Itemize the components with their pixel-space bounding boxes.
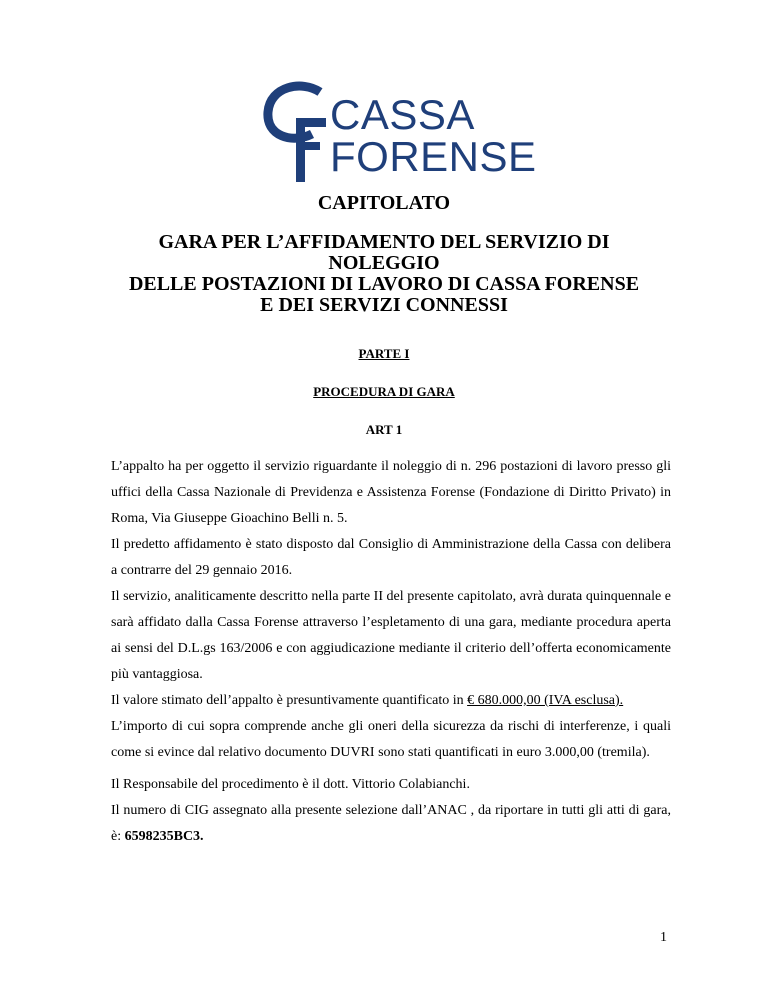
cig-text: Il numero di CIG assegnato alla presente selezione dall’ANAC , da riportare in tutti gli atti di gara, è: [111, 803, 671, 844]
subtitle-line: E DEI SERVIZI CONNESSI [260, 294, 508, 316]
logo-word-forense: FORENSE [330, 133, 537, 180]
cig-code: 6598235BC3. [124, 829, 204, 844]
document-subtitle [100, 232, 668, 316]
section-part [0, 346, 768, 362]
document-title: CAPITOLATO [317, 192, 451, 214]
paragraph-responsible: Il Responsabile del procedimento è il dott. Vittorio Colabianchi. [111, 777, 470, 792]
page-number: 1 [660, 930, 667, 945]
paragraph-object: L’appalto ha per oggetto il servizio riguardante il noleggio di n. 296 postazioni di lavoro presso gli uffici della Cassa Nazionale di Previdenza e Assistenza Forense (Fondazione di Diritto Privato) in Roma, Via Giuseppe Gioachino Belli n. 5. [111, 459, 671, 526]
cassa-forense-logo [262, 78, 537, 182]
section-procedure-label: PROCEDURA DI GARA [313, 384, 455, 399]
subtitle-line: GARA PER L’AFFIDAMENTO DEL SERVIZIO DI [158, 231, 610, 253]
paragraph-service: Il servizio, analiticamente descritto nella parte II del presente capitolato, avrà durata quinquennale e sarà affidato dalla Cassa Forense attraverso l’espletamento di una gara, mediante procedura aperta ai sensi del D.L.gs 163/2006 e con aggiudicazione mediante il criterio dell’offerta economicamente più vantaggiosa. [111, 589, 671, 682]
value-amount: € 680.000,00 (IVA esclusa). [467, 693, 624, 708]
paragraph-security-costs: L’importo di cui sopra comprende anche gli oneri della sicurezza da rischi di interferenze, i quali come si evince dal relativo documento DUVRI sono stati quantificati in euro 3.000,00 (tremila). [111, 719, 671, 760]
section-procedure [0, 384, 768, 400]
cf-monogram-icon [262, 78, 332, 182]
article-body [111, 454, 671, 850]
subtitle-line: NOLEGGIO [328, 252, 440, 274]
paragraph-value [111, 688, 671, 714]
value-text: Il valore stimato dell’appalto è presuntivamente quantificato in [111, 693, 468, 708]
paragraph-deliberation: Il predetto affidamento è stato disposto dal Consiglio di Amministrazione della Cassa con delibera a contrarre del 29 gennaio 2016. [111, 537, 671, 578]
article-heading: ART 1 [365, 422, 403, 437]
section-part-label: PARTE I [358, 346, 410, 361]
logo-word-cassa: CASSA [330, 91, 475, 138]
subtitle-line: DELLE POSTAZIONI DI LAVORO DI CASSA FORENSE [128, 273, 640, 295]
paragraph-cig [111, 798, 671, 850]
